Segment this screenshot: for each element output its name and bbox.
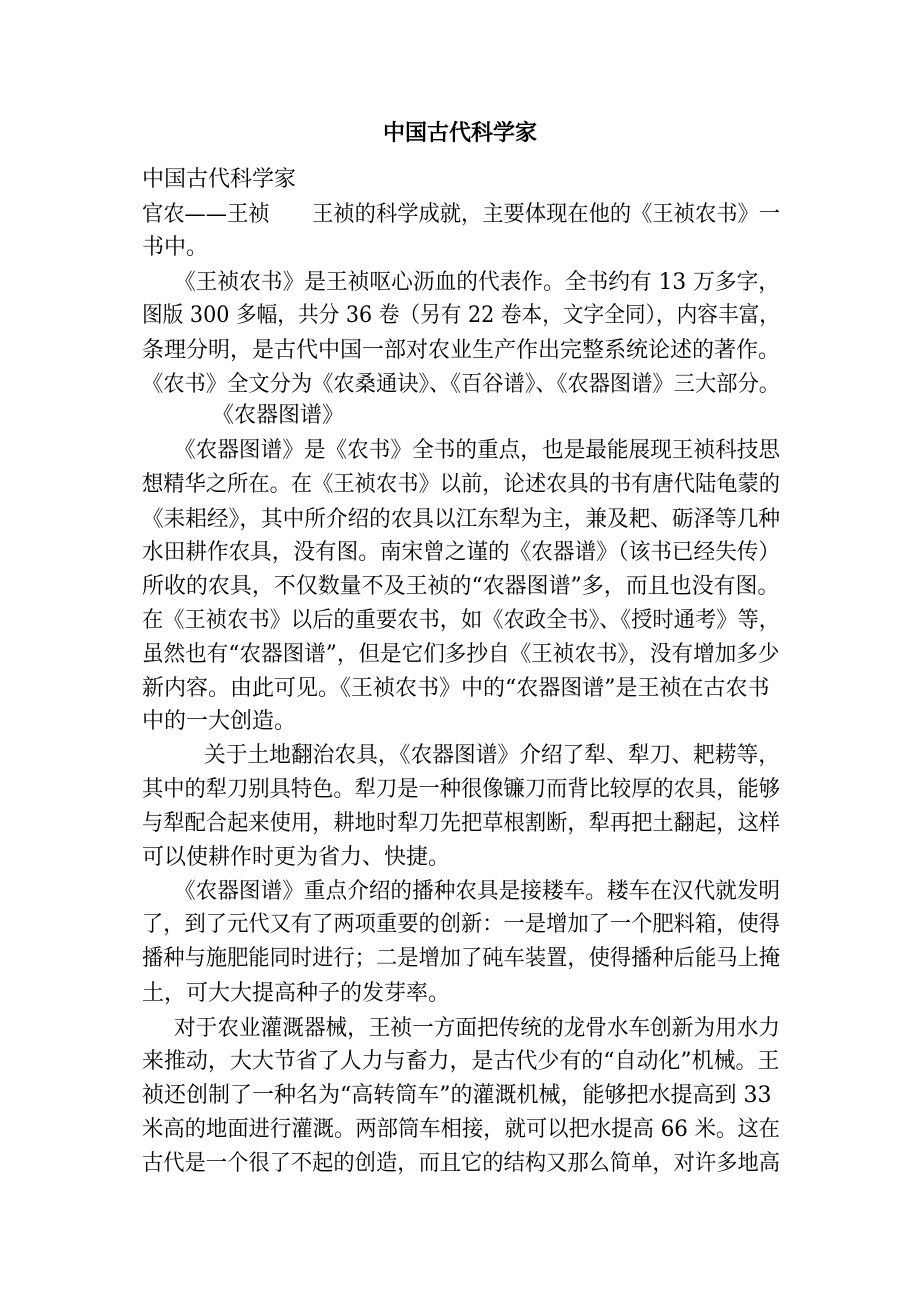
paragraph-line: 土，可大大提高种子的发芽率。 — [142, 981, 451, 1006]
paragraph-line: 与犁配合起来使用，耕地时犁刀先把草根割断，犁再把土翻起，这样 — [142, 811, 781, 836]
paragraph-line: 关于土地翻治农具，《农器图谱》介绍了犁、犁刀、耙耢等， — [204, 743, 781, 768]
paragraph-line: 了，到了元代又有了两项重要的创新：一是增加了一个肥料箱，使得 — [142, 912, 781, 937]
paragraph-line: 中的一大创造。 — [142, 709, 297, 734]
paragraph-line: 米高的地面进行灌溉。两部筒车相接，就可以把水提高 66 米。这在 — [142, 1117, 780, 1142]
paragraph-line: 祯还创制了一种名为“高转筒车”的灌溉机械，能够把水提高到 33 — [142, 1083, 772, 1108]
paragraph-line: 古代是一个很了不起的创造，而且它的结构又那么简单，对许多地高 — [142, 1151, 781, 1176]
paragraph-line: 《王祯农书》是王祯呕心沥血的代表作。全书约有 13 万多字， — [174, 270, 781, 295]
paragraph-line: 水田耕作农具，没有图。南宋曾之谨的《农器谱》（该书已经失传） — [142, 540, 781, 565]
paragraph-line: 《农器图谱》重点介绍的播种农具是接耧车。耧车在汉代就发明 — [174, 879, 781, 904]
paragraph-line: 可以使耕作时更为省力、快捷。 — [142, 845, 451, 870]
paragraph-line: 《农书》全文分为《农桑通诀》、《百谷谱》、《农器图谱》三大部分。 — [142, 372, 781, 397]
paragraph-line: 书中。 — [142, 235, 209, 260]
paragraph-line: 《耒耜经》，其中所介绍的农具以江东犁为主，兼及耙、砺泽等几种 — [142, 507, 781, 532]
section-heading: 《农器图谱》 — [212, 403, 345, 428]
paragraph-line: 官农——王祯 王祯的科学成就，主要体现在他的《王祯农书》一 — [142, 202, 781, 227]
paragraph-line: 新内容。由此可见。《王祯农书》中的“农器图谱”是王祯在古农书 — [142, 676, 770, 701]
paragraph-line: 播种与施肥能同时进行；二是增加了砘车装置，使得播种后能马上掩 — [142, 946, 781, 971]
paragraph-line: 中国古代科学家 — [142, 167, 297, 192]
paragraph-line: 《农器图谱》是《农书》全书的重点，也是最能展现王祯科技思 — [174, 438, 781, 463]
paragraph-line: 条理分明，是古代中国一部对农业生产作出完整系统论述的著作。 — [142, 338, 781, 363]
paragraph-line: 其中的犁刀别具特色。犁刀是一种很像镰刀而背比较厚的农具，能够 — [142, 777, 781, 802]
paragraph-line: 想精华之所在。在《王祯农书》以前，论述农具的书有唐代陆龟蒙的 — [142, 472, 781, 497]
paragraph-line: 来推动，大大节省了人力与畜力，是古代少有的“自动化”机械。王 — [142, 1049, 780, 1074]
paragraph-line: 对于农业灌溉器械，王祯一方面把传统的龙骨水车创新为用水力 — [174, 1016, 781, 1041]
paragraph-line: 图版 300 多幅，共分 36 卷（另有 22 卷本，文字全同），内容丰富， — [142, 303, 780, 328]
document-title: 中国古代科学家 — [382, 120, 537, 146]
paragraph-line: 虽然也有“农器图谱”，但是它们多抄自《王祯农书》，没有增加多少 — [142, 642, 780, 667]
paragraph-line: 在《王祯农书》以后的重要农书，如《农政全书》、《授时通考》等， — [142, 608, 781, 633]
paragraph-line: 所收的农具，不仅数量不及王祯的“农器图谱”多，而且也没有图。 — [142, 574, 780, 599]
